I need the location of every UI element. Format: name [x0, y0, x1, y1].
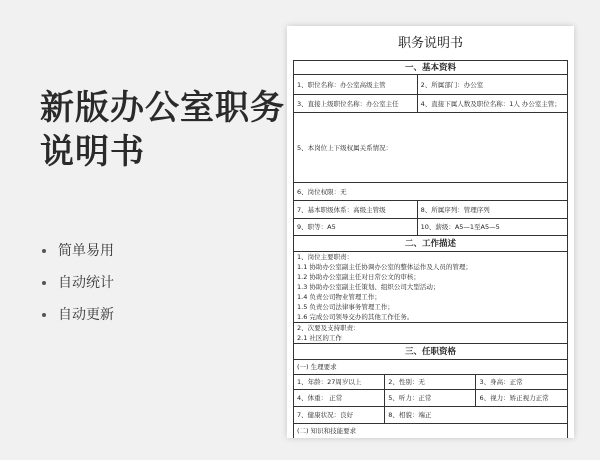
support-duties-cell: [294, 323, 568, 344]
sequence-cell: 8、所属序列：管理序列: [417, 201, 567, 219]
supervisor-cell: 3、直接上级职位名称：办公室主任: [294, 95, 418, 113]
vision-cell: 6、视力：矫正视力正常: [476, 390, 568, 407]
duty-line: 1.3 协助办公室副主任策划、组织公司大型活动；: [297, 283, 440, 291]
document-preview: [287, 26, 574, 438]
hero-title-line-2: 说明书: [40, 132, 145, 172]
document-title: 职务说明书: [397, 36, 463, 51]
duty-line: 1.5 负责公司法律事务管理工作；: [297, 303, 394, 311]
hero-title: [40, 86, 285, 174]
gender-cell: 2、性别：无: [385, 375, 476, 390]
duty-line: 1.4 负责公司物业管理工作；: [297, 293, 381, 301]
subordinates-cell: 4、直接下属人数及职位名称：1人 办公室主管；: [417, 95, 567, 113]
appearance-cell: 8、相貌：端正: [385, 407, 568, 424]
level-system-cell: 7、基本职级体系：高级主管级: [294, 201, 418, 219]
main-duties-cell: [294, 252, 568, 323]
age-cell: 1、年龄：27周岁以上: [294, 375, 385, 390]
feature-item: 自动更新: [42, 299, 114, 331]
feature-list: [42, 235, 114, 331]
physical-requirements-heading: (一) 生理要求: [294, 360, 568, 375]
duty-line: 2.1 社区的工作: [297, 334, 342, 342]
knowledge-requirements-heading: (二) 知识和技能要求: [294, 424, 568, 439]
health-cell: 7、健康状况：良好: [294, 407, 385, 424]
section-heading-qualifications: 三、任职资格: [294, 344, 568, 360]
relations-cell: 5、本岗位上下级权属关系情况：: [294, 113, 568, 183]
feature-item: 简单易用: [42, 235, 114, 267]
rank-cell: 9、职等：A5: [294, 219, 418, 236]
section-heading-work-description: 二、工作描述: [294, 236, 568, 252]
authority-cell: 6、岗位权限：无: [294, 183, 568, 201]
duty-line: 1.1 协助办公室副主任协调办公室的整体运作及人员的管理；: [297, 263, 472, 271]
feature-item: 自动统计: [42, 267, 114, 299]
height-cell: 3、身高：正常: [476, 375, 568, 390]
duty-line: 2、次要及支持职责：: [297, 324, 360, 332]
duty-line: 1.2 协助办公室副主任对日常公文的审核；: [297, 273, 420, 281]
job-description-table: [293, 60, 568, 438]
job-title-cell: 1、职位名称：办公室高级主管: [294, 75, 418, 95]
duty-line: 1、岗位主要职责：: [297, 253, 354, 261]
hearing-cell: 5、听力：正常: [385, 390, 476, 407]
weight-cell: 4、体重： 正常: [294, 390, 385, 407]
department-cell: 2、所属部门：办公室: [417, 75, 567, 95]
duty-line: 1.6 完成公司领导交办的其他工作任务。: [297, 313, 414, 321]
section-heading-basic-info: 一、基本资料: [294, 61, 568, 75]
hero-title-line-1: 新版办公室职务: [40, 88, 285, 128]
salary-cell: 10、薪级：A5—1至A5—5: [417, 219, 567, 236]
